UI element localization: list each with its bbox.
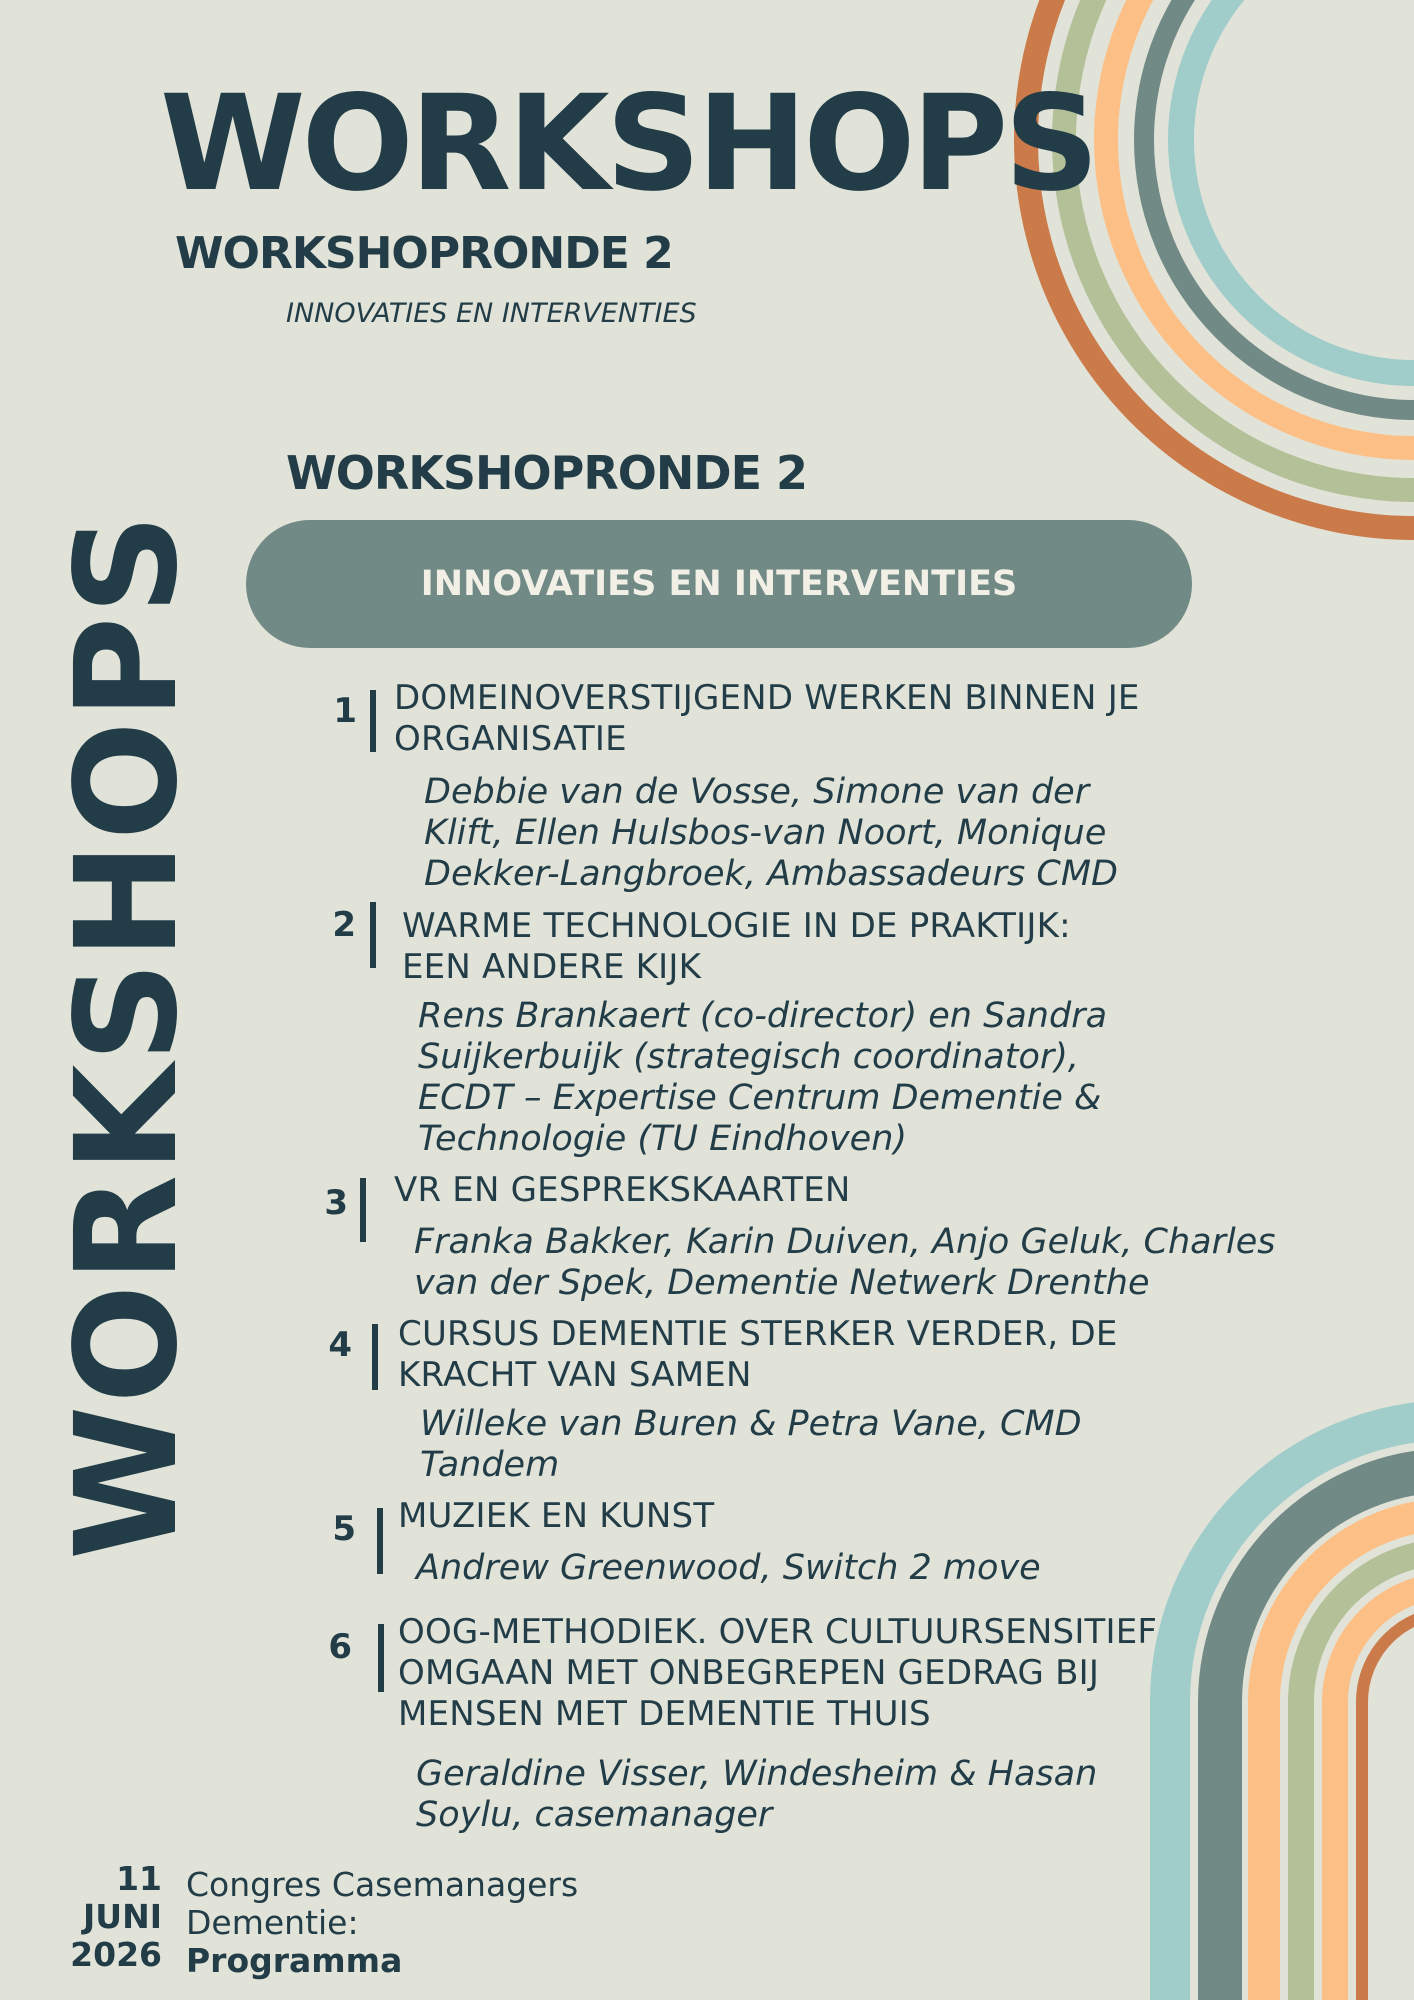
workshop-speakers-line: Technologie (TU Eindhoven) <box>418 1119 908 1159</box>
event-name-line: Programma <box>186 1941 403 1980</box>
workshop-speakers <box>416 1754 1097 1836</box>
workshop-title <box>398 1612 1157 1735</box>
workshop-speakers-line: Rens Brankaert (co-director) en Sandra <box>418 996 1108 1036</box>
theme-pill <box>246 520 1192 648</box>
workshop-title <box>398 1314 1118 1396</box>
section-title: WORKSHOPRONDE 2 <box>286 446 808 500</box>
rainbow-leg <box>1368 1702 1414 2000</box>
workshop-speakers-line: Willeke van Buren & Petra Vane, CMD <box>420 1404 1082 1444</box>
workshop-title-line: WARME TECHNOLOGIE IN DE PRAKTIJK: <box>402 906 1071 946</box>
event-date-year: 2026 <box>70 1935 162 1974</box>
page-subtitle: WORKSHOPRONDE 2 <box>175 228 673 279</box>
workshop-number: 2 <box>332 905 356 945</box>
event-name-line: Dementie: <box>186 1903 359 1942</box>
page-tagline: INNOVATIES EN INTERVENTIES <box>286 298 697 329</box>
workshop-title-line: MUZIEK EN KUNST <box>398 1496 715 1536</box>
workshop-number: 6 <box>328 1627 352 1667</box>
workshop-divider <box>372 1324 378 1390</box>
workshop-speakers <box>420 1404 1082 1486</box>
workshop-number: 4 <box>328 1325 352 1365</box>
workshop-divider <box>370 690 376 752</box>
workshop-speakers-line: ECDT – Expertise Centrum Dementie & <box>418 1078 1102 1118</box>
page-title: WORKSHOPS <box>160 67 1096 221</box>
workshop-speakers-line: Franka Bakker, Karin Duiven, Anjo Geluk, Charles <box>414 1222 1276 1262</box>
workshop-speakers <box>424 772 1118 895</box>
workshop-title-line: KRACHT VAN SAMEN <box>398 1355 752 1395</box>
workshop-speakers <box>418 996 1107 1160</box>
workshop-speakers-line: Tandem <box>420 1445 560 1485</box>
theme-pill-label: INNOVATIES EN INTERVENTIES <box>420 564 1018 604</box>
workshop-speakers-line: Soylu, casemanager <box>416 1795 773 1835</box>
workshop-title-line: DOMEINOVERSTIJGEND WERKEN BINNEN JE <box>394 678 1140 718</box>
workshop-divider <box>360 1178 366 1242</box>
workshop-title <box>402 906 1071 988</box>
workshop-speakers-line: Dekker-Langbroek, Ambassadeurs CMD <box>424 854 1118 894</box>
workshop-title-line: CURSUS DEMENTIE STERKER VERDER, DE <box>398 1314 1118 1354</box>
event-date-month: JUNI <box>83 1897 162 1936</box>
workshop-number: 5 <box>332 1509 356 1549</box>
workshop-number: 1 <box>333 691 357 731</box>
workshop-divider <box>377 1508 383 1574</box>
workshop-divider <box>378 1624 384 1692</box>
workshop-title <box>398 1496 714 1537</box>
workshop-title-line: OMGAAN MET ONBEGREPEN GEDRAG BIJ <box>398 1653 1100 1693</box>
workshop-speakers <box>416 1548 1041 1589</box>
workshop-title-line: EEN ANDERE KIJK <box>402 947 702 987</box>
workshop-number: 3 <box>324 1183 348 1223</box>
event-date <box>40 1860 162 1974</box>
event-date-day: 11 <box>116 1859 162 1898</box>
workshop-title-line: OOG-METHODIEK. OVER CULTUURSENSITIEF <box>398 1612 1158 1652</box>
event-name-line: Congres Casemanagers <box>186 1865 579 1904</box>
workshop-speakers-line: Geraldine Visser, Windesheim & Hasan <box>416 1754 1098 1794</box>
rainbow-bottom-right <box>1150 1400 1414 2000</box>
workshop-speakers <box>414 1222 1275 1304</box>
workshop-speakers-line: Andrew Greenwood, Switch 2 move <box>416 1548 1041 1588</box>
workshop-title-line: VR EN GESPREKSKAARTEN <box>394 1170 851 1210</box>
workshop-title <box>394 678 1140 760</box>
workshop-speakers-line: Debbie van de Vosse, Simone van der <box>424 772 1090 812</box>
workshop-title-line: ORGANISATIE <box>394 719 627 759</box>
workshop-divider <box>370 902 376 968</box>
workshop-title <box>394 1170 851 1211</box>
workshop-speakers-line: Klift, Ellen Hulsbos-van Noort, Monique <box>424 813 1107 853</box>
workshop-speakers-line: Suijkerbuijk (strategisch coordinator), <box>418 1037 1080 1077</box>
side-vertical-title: WORKSHOPS <box>46 511 209 1560</box>
workshop-speakers-line: van der Spek, Dementie Netwerk Drenthe <box>414 1263 1150 1303</box>
workshop-title-line: MENSEN MET DEMENTIE THUIS <box>398 1694 931 1734</box>
event-name <box>186 1866 578 1980</box>
